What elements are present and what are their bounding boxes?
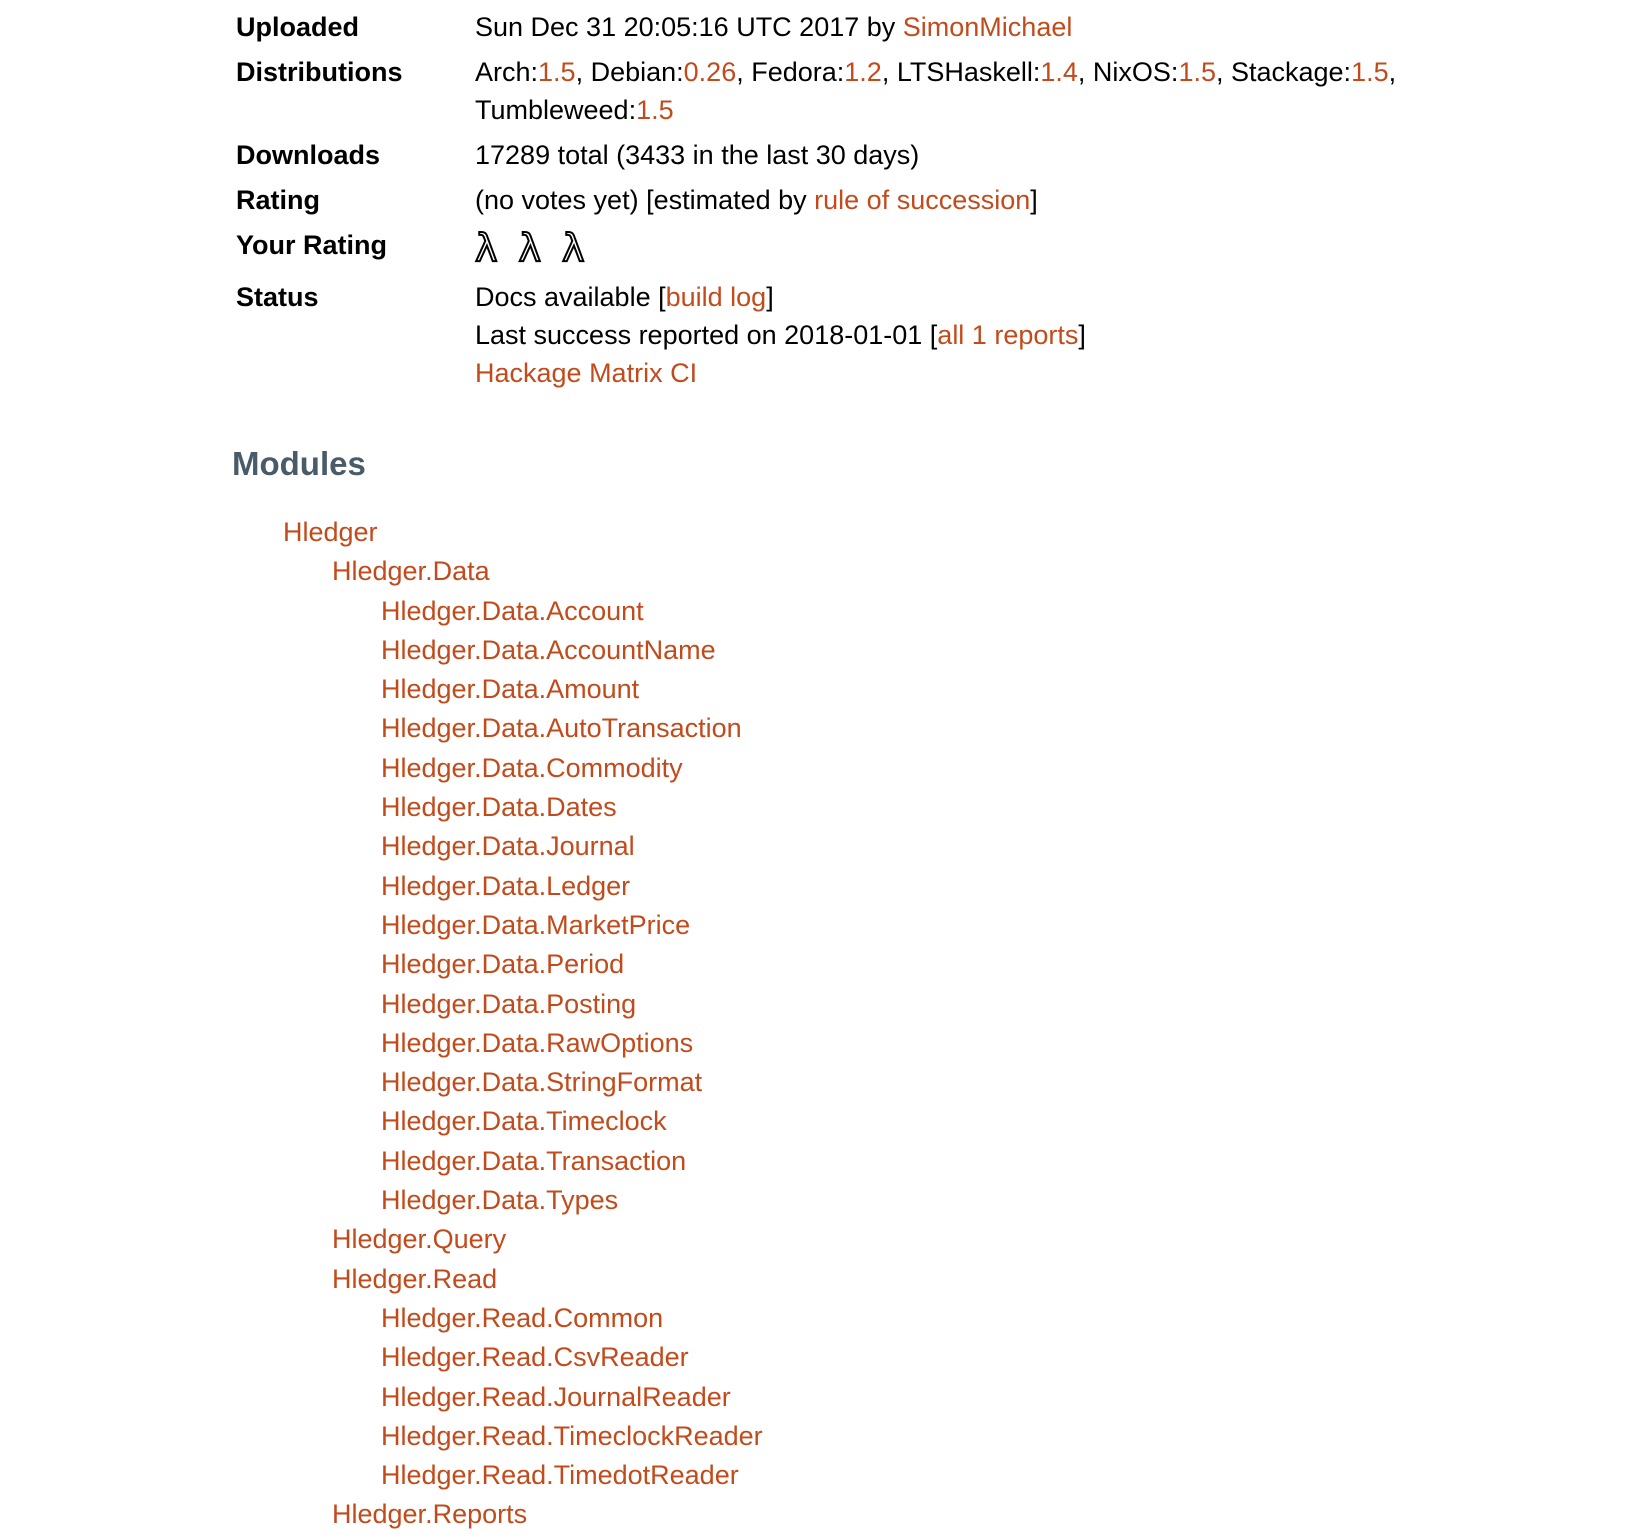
- module-item: [283, 867, 1639, 906]
- static-text: Sun Dec 31 20:05:16 UTC 2017 by: [475, 12, 903, 42]
- property-label-distributions: Distributions: [236, 57, 403, 87]
- property-value-line: [475, 8, 1396, 46]
- property-row-uploaded: [236, 8, 1396, 53]
- module-link-hledger.data.marketprice[interactable]: Hledger.Data.MarketPrice: [381, 909, 691, 940]
- property-row-your-rating: [236, 226, 1396, 278]
- module-link-hledger.read.timedotreader[interactable]: Hledger.Read.TimedotReader: [381, 1460, 739, 1491]
- package-properties: [236, 8, 1396, 399]
- property-label-uploaded: Uploaded: [236, 12, 360, 42]
- static-text: Tumbleweed:: [475, 95, 637, 125]
- property-label-rating: Rating: [236, 185, 320, 215]
- property-value-line: [475, 53, 1396, 91]
- module-link-hledger[interactable]: Hledger: [283, 517, 378, 547]
- module-link-hledger.data.rawoptions[interactable]: Hledger.Data.RawOptions: [381, 1027, 694, 1058]
- module-item: [283, 1299, 1639, 1338]
- module-item: [283, 906, 1639, 945]
- link-simonmichael[interactable]: SimonMichael: [902, 12, 1073, 42]
- property-label-status: Status: [236, 282, 319, 312]
- module-item: [283, 709, 1639, 748]
- static-text: Docs available [: [475, 282, 666, 312]
- link-1.5[interactable]: 1.5: [1351, 57, 1389, 87]
- static-text: , NixOS:: [1077, 57, 1179, 87]
- link-1.4[interactable]: 1.4: [1040, 57, 1078, 87]
- property-value-status: [475, 278, 1396, 399]
- module-link-hledger.query[interactable]: Hledger.Query: [332, 1224, 507, 1255]
- module-item: [283, 827, 1639, 866]
- rating-lambda-icon[interactable]: λ: [475, 226, 498, 270]
- module-item: [283, 1378, 1639, 1417]
- property-value-line: [475, 136, 1396, 174]
- module-link-hledger.data.amount[interactable]: Hledger.Data.Amount: [381, 674, 640, 705]
- link-1.5[interactable]: 1.5: [636, 95, 674, 125]
- module-link-hledger.data.autotransaction[interactable]: Hledger.Data.AutoTransaction: [381, 713, 742, 744]
- static-text: , Stackage:: [1215, 57, 1352, 87]
- module-link-hledger.data.transaction[interactable]: Hledger.Data.Transaction: [381, 1145, 687, 1176]
- property-label-downloads: Downloads: [236, 140, 381, 170]
- module-link-hledger.data.timeclock[interactable]: Hledger.Data.Timeclock: [381, 1106, 667, 1137]
- static-text: ]: [1078, 320, 1086, 350]
- module-item: [283, 552, 1639, 591]
- module-item: [283, 631, 1639, 670]
- module-link-hledger.data.types[interactable]: Hledger.Data.Types: [381, 1185, 619, 1216]
- module-link-hledger.data.stringformat[interactable]: Hledger.Data.StringFormat: [381, 1067, 703, 1098]
- module-link-hledger.data.accountname[interactable]: Hledger.Data.AccountName: [381, 634, 716, 665]
- property-label-your-rating: Your Rating: [236, 230, 387, 260]
- module-link-hledger.data.commodity[interactable]: Hledger.Data.Commodity: [381, 752, 683, 783]
- module-link-hledger.data.ledger[interactable]: Hledger.Data.Ledger: [381, 870, 631, 901]
- static-text: Arch:: [475, 57, 539, 87]
- module-link-hledger.read.journalreader[interactable]: Hledger.Read.JournalReader: [381, 1381, 731, 1412]
- static-text: Last success reported on 2018-01-01 [: [475, 320, 938, 350]
- static-text: , LTSHaskell:: [881, 57, 1041, 87]
- module-link-hledger.data.journal[interactable]: Hledger.Data.Journal: [381, 831, 635, 862]
- link-1.5[interactable]: 1.5: [538, 57, 576, 87]
- module-link-hledger.data.period[interactable]: Hledger.Data.Period: [381, 949, 625, 980]
- module-item: [283, 1260, 1639, 1299]
- module-tree: [283, 513, 1639, 1535]
- link-hackage-matrix-ci[interactable]: Hackage Matrix CI: [475, 358, 698, 388]
- module-link-hledger.data.account[interactable]: Hledger.Data.Account: [381, 595, 644, 626]
- module-item: [283, 945, 1639, 984]
- module-link-hledger.reports[interactable]: Hledger.Reports: [332, 1499, 528, 1530]
- module-link-hledger.data.dates[interactable]: Hledger.Data.Dates: [381, 792, 617, 823]
- link-build-log[interactable]: build log: [665, 282, 767, 312]
- module-item: [283, 1417, 1639, 1456]
- property-value-line: [475, 354, 1396, 392]
- property-value-distributions: [475, 53, 1396, 136]
- module-item: [283, 1102, 1639, 1141]
- link-1.2[interactable]: 1.2: [844, 57, 882, 87]
- property-value-line: [475, 91, 1396, 129]
- module-link-hledger.read[interactable]: Hledger.Read: [332, 1263, 498, 1294]
- property-row-rating: [236, 181, 1396, 226]
- rating-lambda-icon[interactable]: λ: [562, 226, 585, 270]
- rating-lambda-icon[interactable]: λ: [518, 226, 541, 270]
- module-link-hledger.read.csvreader[interactable]: Hledger.Read.CsvReader: [381, 1342, 689, 1373]
- link-all-1-reports[interactable]: all 1 reports: [937, 320, 1079, 350]
- link-0.26[interactable]: 0.26: [683, 57, 737, 87]
- module-item: [283, 788, 1639, 827]
- module-item: [283, 985, 1639, 1024]
- property-value-your-rating: [475, 226, 1396, 278]
- property-row-distributions: [236, 53, 1396, 136]
- module-item: [283, 749, 1639, 788]
- property-row-status: [236, 278, 1396, 399]
- module-item: [283, 1181, 1639, 1220]
- module-link-hledger.data[interactable]: Hledger.Data: [332, 556, 490, 587]
- module-link-hledger.data.posting[interactable]: Hledger.Data.Posting: [381, 988, 637, 1019]
- link-rule-of-succession[interactable]: rule of succession: [814, 185, 1031, 215]
- property-value-downloads: [475, 136, 1396, 181]
- modules-heading: Modules: [232, 445, 366, 482]
- static-text: , Fedora:: [736, 57, 845, 87]
- property-value-line: [475, 278, 1396, 316]
- module-item: [283, 1142, 1639, 1181]
- static-text: ]: [1030, 185, 1038, 215]
- property-value-line: [475, 316, 1396, 354]
- static-text: ]: [766, 282, 774, 312]
- module-item: [283, 1456, 1639, 1495]
- static-text: ,: [1388, 57, 1397, 87]
- static-text: , Debian:: [575, 57, 684, 87]
- module-link-hledger.read.common[interactable]: Hledger.Read.Common: [381, 1302, 664, 1333]
- module-item: [283, 1063, 1639, 1102]
- property-row-downloads: [236, 136, 1396, 181]
- module-item: [283, 1338, 1639, 1377]
- module-item: [283, 1024, 1639, 1063]
- property-value-line: [475, 181, 1396, 219]
- static-text: 17289 total (3433 in the last 30 days): [475, 140, 920, 170]
- module-item: [283, 1220, 1639, 1259]
- static-text: (no votes yet) [estimated by: [475, 185, 815, 215]
- package-properties-body: [236, 8, 1396, 399]
- module-link-hledger.read.timeclockreader[interactable]: Hledger.Read.TimeclockReader: [381, 1420, 763, 1451]
- link-1.5[interactable]: 1.5: [1178, 57, 1216, 87]
- module-item: [283, 592, 1639, 631]
- module-item: [283, 1495, 1639, 1534]
- property-value-rating: [475, 181, 1396, 226]
- module-item: [283, 513, 1639, 552]
- property-value-uploaded: [475, 8, 1396, 53]
- module-item: [283, 670, 1639, 709]
